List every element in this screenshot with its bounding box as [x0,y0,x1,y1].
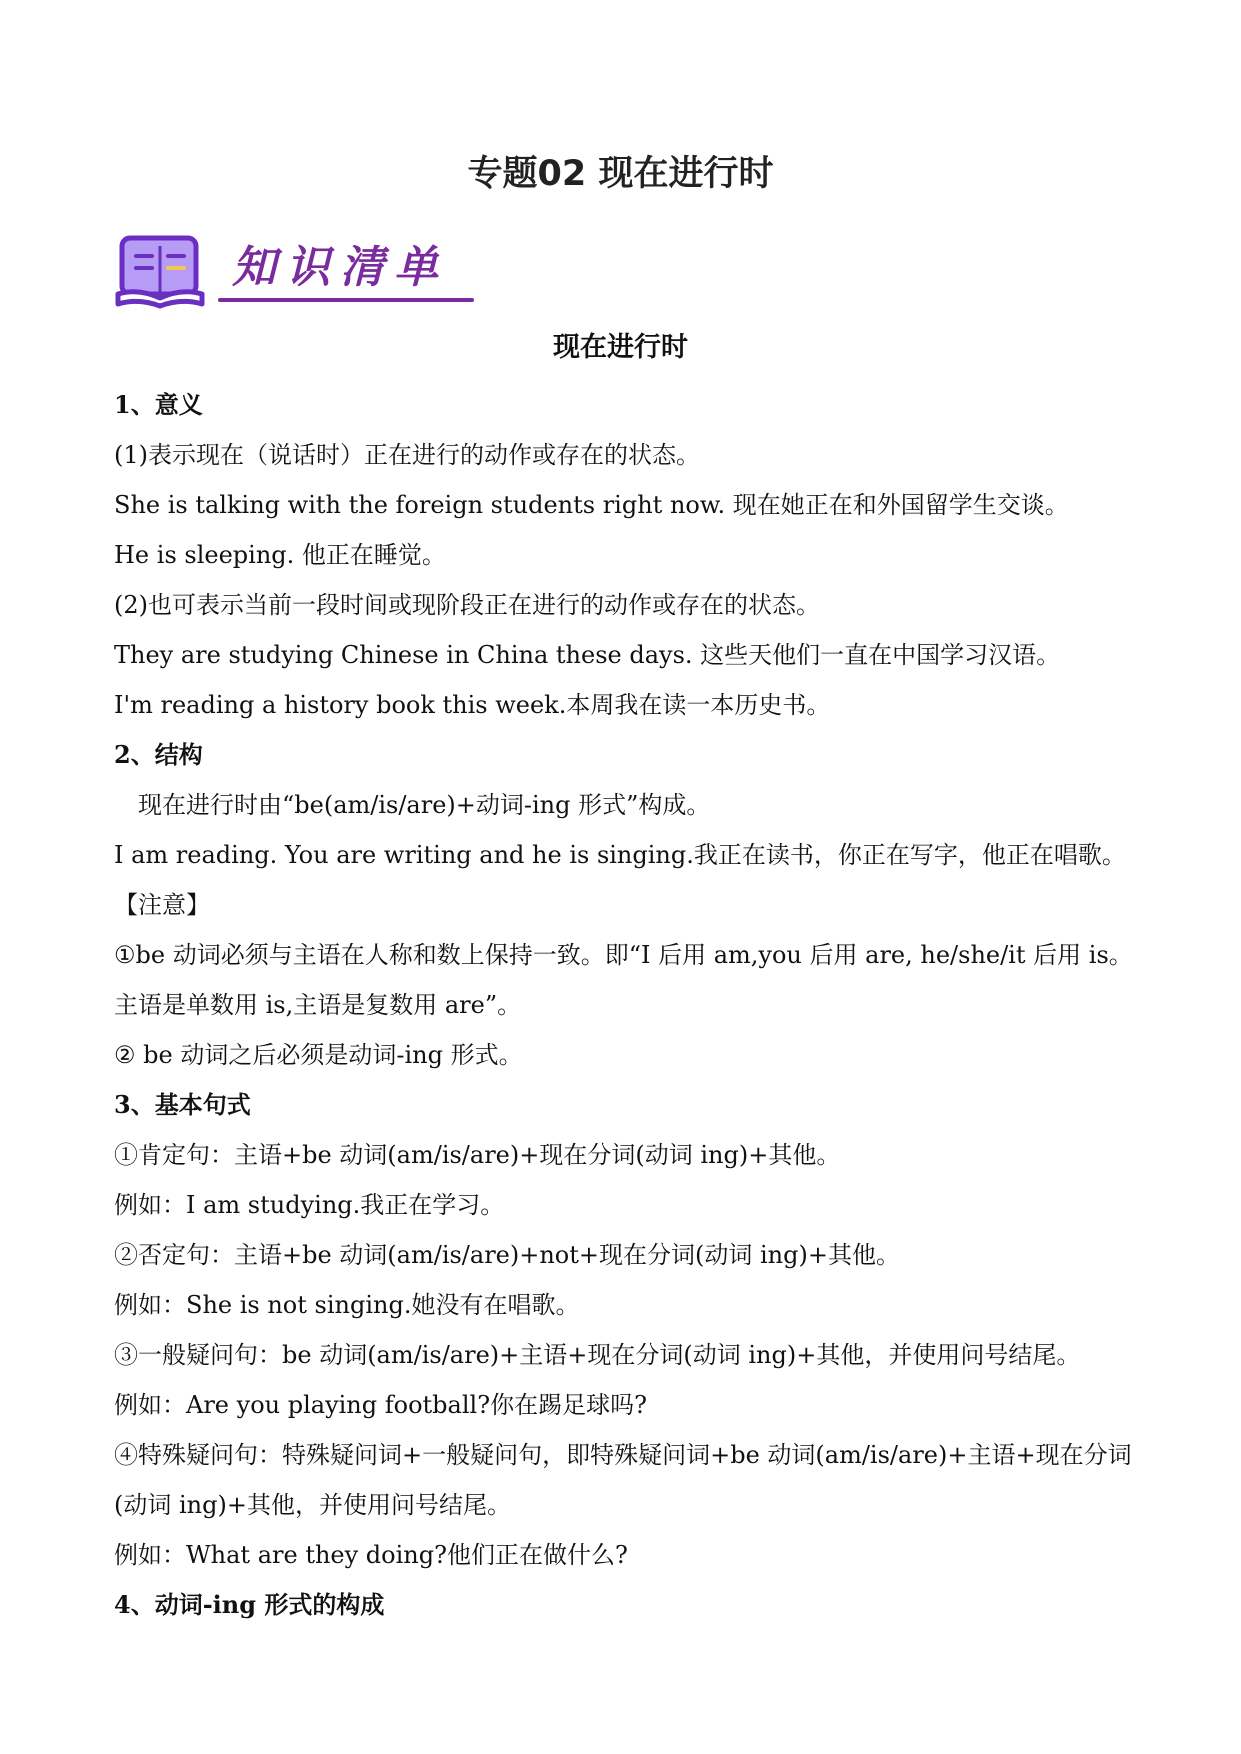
example-line: 例如：I am studying.我正在学习。 [114,1191,505,1219]
section-title: 现在进行时 [553,332,688,363]
example-line: He is sleeping. 他正在睡觉。 [114,541,446,569]
banner-title: 知识清单 [232,242,448,293]
page-title: 专题02 现在进行时 [467,154,774,194]
example-line: She is talking with the foreign students right now. 现在她正在和外国留学生交谈。 [114,491,1069,519]
example-line: 例如：Are you playing football?你在踢足球吗? [114,1391,647,1419]
pattern-line: ②否定句：主语+be 动词(am/is/are)+not+现在分词(动词 ing)+其他。 [114,1241,900,1269]
text-line: 现在进行时由“be(am/is/are)+动词-ing 形式”构成。 [138,791,711,819]
content-body [114,380,1134,1630]
note-line: 主语是单数用 is,主语是复数用 are”。 [114,991,522,1019]
heading-basic-patterns: 3、基本句式 [114,1090,251,1119]
example-line: They are studying Chinese in China these days. 这些天他们一直在中国学习汉语。 [114,641,1061,669]
note-line: ①be 动词必须与主语在人称和数上保持一致。即“I 后用 am,you 后用 are, he/she/it 后用 is。 [114,941,1133,969]
example-line: 例如：What are they doing?他们正在做什么? [114,1541,628,1569]
note-line: ② be 动词之后必须是动词-ing 形式。 [114,1041,523,1069]
heading-structure: 2、结构 [114,740,203,769]
note-label: 【注意】 [114,891,210,919]
open-book-icon [114,232,206,310]
example-line: 例如：She is not singing.她没有在唱歌。 [114,1291,580,1319]
example-line: I am reading. You are writing and he is singing.我正在读书，你正在写字，他正在唱歌。 [114,841,1126,869]
pattern-line: ③一般疑问句：be 动词(am/is/are)+主语+现在分词(动词 ing)+其他，并使用问号结尾。 [114,1341,1081,1369]
example-line: I'm reading a history book this week.本周我在读一本历史书。 [114,691,831,719]
knowledge-list-banner [114,232,474,310]
pattern-line: ①肯定句：主语+be 动词(am/is/are)+现在分词(动词 ing)+其他。 [114,1141,841,1169]
banner-underline [218,298,474,302]
pattern-line: (动词 ing)+其他，并使用问号结尾。 [114,1491,511,1519]
heading-ing-formation: 4、动词-ing 形式的构成 [114,1590,385,1619]
pattern-line: ④特殊疑问句：特殊疑问词+一般疑问句，即特殊疑问词+be 动词(am/is/are)+主语+现在分词 [114,1441,1132,1469]
heading-meaning: 1、意义 [114,390,203,419]
text-line: (1)表示现在（说话时）正在进行的动作或存在的状态。 [114,441,700,469]
text-line: (2)也可表示当前一段时间或现阶段正在进行的动作或存在的状态。 [114,591,820,619]
